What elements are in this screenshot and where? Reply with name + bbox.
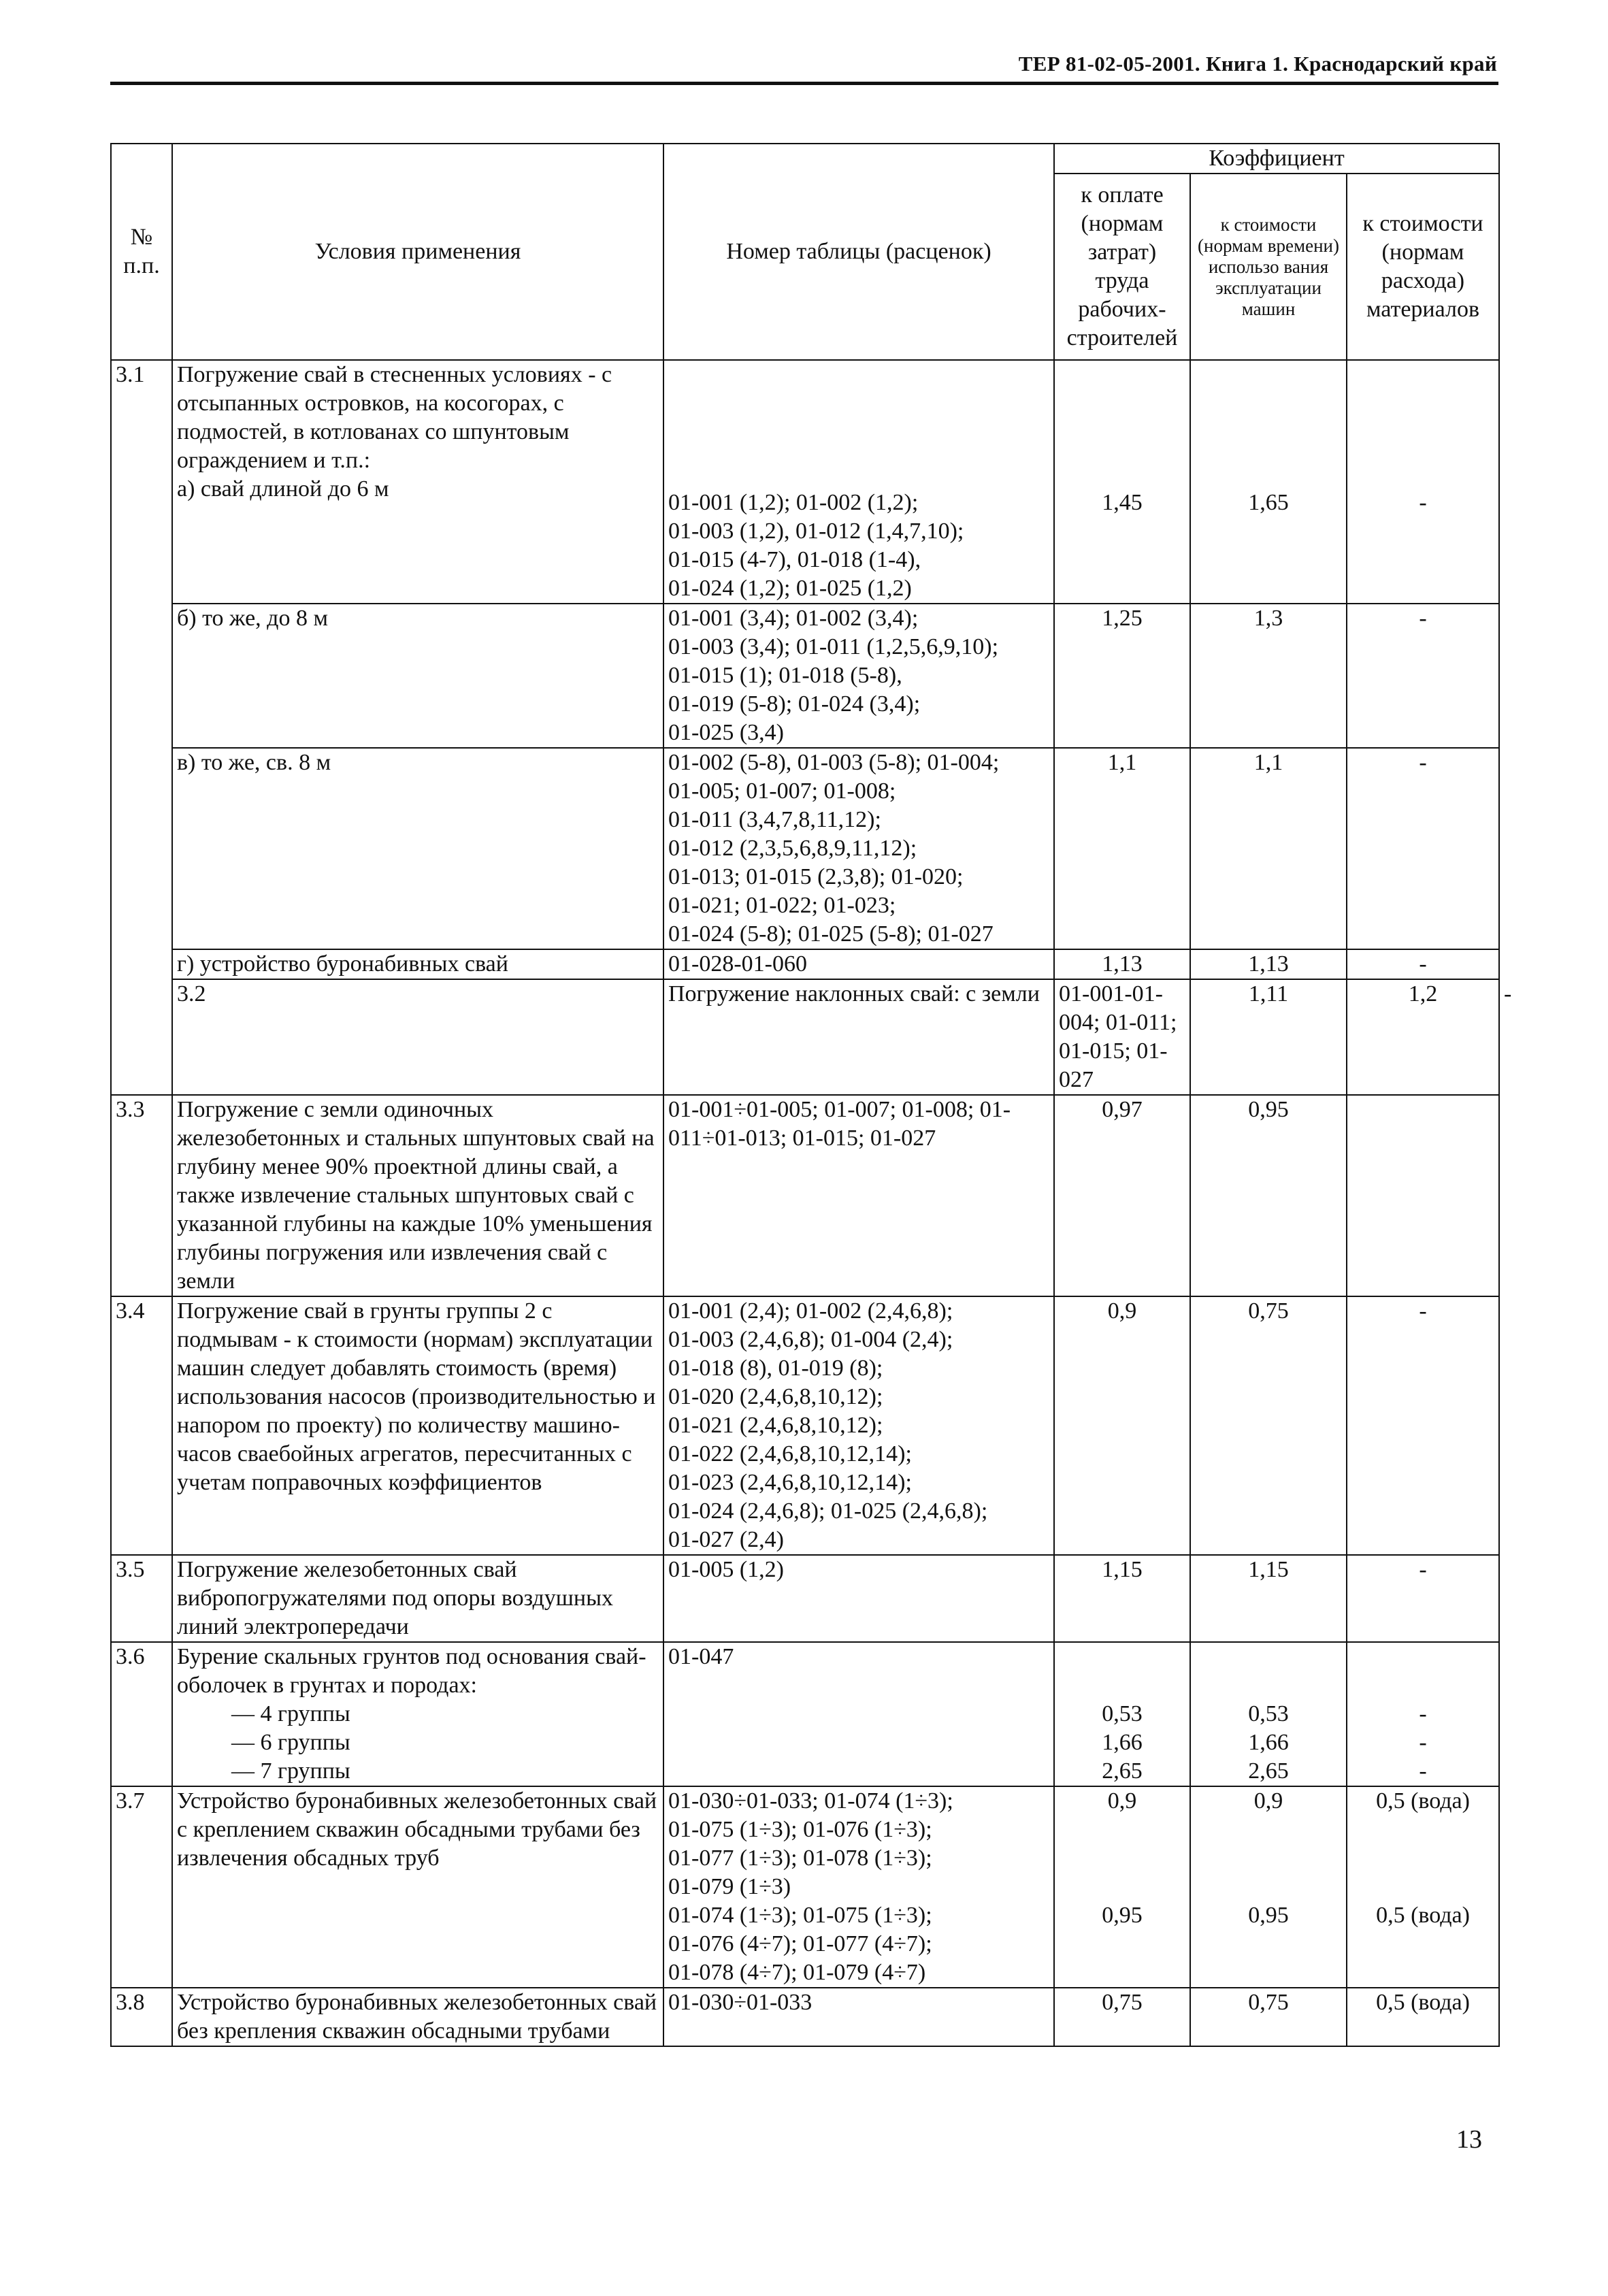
table-ref: 01-030÷01-033 <box>663 1988 1054 2046</box>
machines-value: 1,15 <box>1190 1555 1347 1642</box>
row-condition: Погружение свай в грунты группы 2 с подмывам - к стоимости (нормам) эксплуатации машин следует добавлять стоимость (время) использования насосов (производительностью и напором по проекту) по количеству машино-часов сваебойных агрегатов, пересчитанных с учетам поправочных коэффициентов <box>172 1296 663 1555</box>
table-ref: 01-024 (2,4,6,8); 01-025 (2,4,6,8); <box>668 1498 988 1524</box>
header-conditions: Условия применения <box>172 144 663 360</box>
table-ref: 01-003 (2,4,6,8); 01-004 (2,4); <box>668 1327 953 1352</box>
sub-condition: б) то же, до 8 м <box>172 604 663 748</box>
table-ref: 01-025 (3,4) <box>668 720 784 745</box>
table-ref: 01-001÷01-005; 01-007; 01-008; 01- <box>668 1097 1011 1122</box>
header-num: № п.п. <box>111 144 172 360</box>
header-coefficient: Коэффициент <box>1054 144 1499 174</box>
machines-cell <box>1190 1642 1347 1786</box>
machines-cell <box>1190 1786 1347 1988</box>
table-ref: 01-001 (3,4); 01-002 (3,4); <box>668 606 919 631</box>
group-item: — 4 группы <box>231 1701 350 1726</box>
table-ref: 01-079 (1÷3) <box>668 1874 791 1899</box>
materials-value: - <box>1419 1730 1427 1755</box>
group-item: — 7 группы <box>231 1758 350 1784</box>
table-ref: 01-074 (1÷3); 01-075 (1÷3); <box>668 1903 932 1928</box>
table-ref: 01-024 (5-8); 01-025 (5-8); 01-027 <box>668 921 994 947</box>
table-ref: 01-018 (8), 01-019 (8); <box>668 1356 883 1381</box>
labor-value: 0,75 <box>1054 1988 1190 2046</box>
row-num: 3.8 <box>111 1988 172 2046</box>
materials-value: - <box>1347 748 1499 949</box>
header-table-number: Номер таблицы (расценок) <box>663 144 1054 360</box>
table-ref: 01-024 (1,2); 01-025 (1,2) <box>668 576 912 601</box>
table-ref: 01-021 (2,4,6,8,10,12); <box>668 1413 883 1438</box>
table-ref: 01-028-01-060 <box>663 949 1054 979</box>
header-labor: к оплате (нормам затрат) труда рабочих-строителей <box>1054 174 1190 360</box>
table-ref: 01-002 (5-8), 01-003 (5-8); 01-004; <box>668 750 1000 775</box>
table-ref: 01-011 (3,4,7,8,11,12); <box>668 807 881 832</box>
labor-value: 1,11 <box>1190 979 1347 1095</box>
spacer <box>668 361 1049 489</box>
materials-value: 0,5 (вода) <box>1376 1903 1470 1928</box>
row-condition <box>172 1642 663 1786</box>
table-numbers <box>663 1095 1054 1296</box>
page-number: 13 <box>1456 2125 1482 2154</box>
materials-cell <box>1347 360 1499 604</box>
row-num: 3.2 <box>172 979 663 1095</box>
table-ref: 01-030÷01-033; 01-074 (1÷3); <box>668 1788 953 1814</box>
table-numbers <box>663 1786 1054 1988</box>
row-num: 3.4 <box>111 1296 172 1555</box>
materials-value <box>1347 1095 1499 1296</box>
table-ref: 01-012 (2,3,5,6,8,9,11,12); <box>668 836 917 861</box>
row-num: 3.7 <box>111 1786 172 1988</box>
materials-value: - <box>1347 949 1499 979</box>
table-ref: 01-075 (1÷3); 01-076 (1÷3); <box>668 1817 932 1842</box>
table-ref: 01-001 (2,4); 01-002 (2,4,6,8); <box>668 1298 953 1324</box>
table-ref: 01-003 (1,2), 01-012 (1,4,7,10); <box>668 519 964 544</box>
labor-value: 1,25 <box>1054 604 1190 748</box>
materials-value: - <box>1347 1555 1499 1642</box>
materials-value: 0,5 (вода) <box>1376 1788 1470 1814</box>
labor-cell <box>1054 1642 1190 1786</box>
sub-condition: г) устройство буронабивных свай <box>172 949 663 979</box>
table-numbers <box>663 748 1054 949</box>
labor-value: 1,66 <box>1102 1730 1143 1755</box>
table-ref: 01-003 (3,4); 01-011 (1,2,5,6,9,10); <box>668 634 999 659</box>
sub-condition: а) свай длиной до 6 м <box>177 476 389 502</box>
table-numbers <box>1054 979 1190 1095</box>
materials-cell <box>1347 1642 1499 1786</box>
header-rule <box>110 82 1498 85</box>
machines-value: 0,53 <box>1248 1701 1289 1726</box>
row-condition: Погружение с земли одиночных железобетонных и стальных шпунтовых свай на глубину менее 90% проектной длины свай, а также извлечение стальных шпунтовых свай с указанной глубины на каждые 10% уменьшения глубины погружения или извлечения свай с земли <box>172 1095 663 1296</box>
table-ref: 01-027 (2,4) <box>668 1527 784 1552</box>
materials-value: - <box>1419 1758 1427 1784</box>
machines-value: 2,65 <box>1248 1758 1289 1784</box>
materials-value: - <box>1419 490 1427 515</box>
materials-value: - <box>1419 1701 1427 1726</box>
labor-value: 1,15 <box>1054 1555 1190 1642</box>
table-numbers <box>663 1296 1054 1555</box>
machines-value: 0,75 <box>1190 1988 1347 2046</box>
coefficients-table: № п.п. Условия применения Номер таблицы (расценок) Коэффициент к оплате (нормам затрат) труда рабочих-строителей к стоимости (нормам времени) использо вания эксплуатации машин к стоимости (нормам расхода) материалов 3.1 Погружение свай в стесненных условиях - с отсыпанных островков, на косогорах, с подмостей, в котлованах со шпунтовым ограждением и т.п.: а) свай длиной до 6 м 01-001 (1,2); 01-002 (1,2); 01-003 (1,2), 01-012 (1,4,7,10); 01-015 (4-7), 01-018 (1-4), 01-024 (1,2); 01-025 (1,2) 1,45 1,65 - б) то же, до 8 м 01-001 (3,4); 01-002 (3,4); 01-003 (3,4); 01-011 (1,2,5,6,9,10); 01-015 (1); 01-018 (5-8), 01-019 (5-8); 01-024 (3,4); 01-025 (3,4) 1,25 1,3 - в) то же, св. 8 м 01-002 (5-8), 01-003 (5-8); 01-004; 01-005; 01-007; 01-008; 01-011 (3,4,7,8,11,12); 01-012 (2,3,5,6,8,9,11,12); 01-013; 01-015 (2,3,8); 01-020; 01-021; 01-022; 01-023; 01-024 (5-8); 01-025 (5-8); 01-027 1,1 1,1 - г) устройство буронабивных свай 01-028-01-060 1,13 1,13 - 3.2 Погружение наклонных свай: с земли 01-001-01-004; 01-011; 01-015; 01- 027 1,11 1,2 - 3.3 Погружение с земли одиночных железобетонных и стальных шпунтовых свай на глубину менее 90% проектной длины свай, а также извлечение стальных шпунтовых свай с указанной глубины на каждые 10% уменьшения глубины погружения или извлечения свай с земли 01-001÷01-005; 01-007; 01-008; 01- 011÷01-013; 01-015; 01-027 0,97 0,95 3.4 Погружение свай в грунты группы 2 с подмывам - к стоимости (нормам) эксплуатации машин следует добавлять стоимость (время) использования насосов (производительностью и напором по проекту) по количеству машино-часов сваебойных агрегатов, пересчитанных с учетам поправочных коэффициентов 01-001 (2,4); 01-002 (2,4,6,8); 01-003 (2,4,6,8); 01-004 (2,4); 01-018 (8), 01-019 (8); 01-020 (2,4,6,8,10,12); 01-021 (2,4,6,8,10,12); 01-022 (2,4,6,8,10,12,14); 01-023 (2,4,6,8,10,12,14); 01-024 (2,4,6,8); 01-025 (2,4,6,8); 01-027 (2,4) 0,9 0,75 - 3.5 Погружение железобетонных свай вибропогружателями под опоры воздушных линий электропередачи 01-005 (1,2) 1,15 1,15 - 3.6 Бурение скальных грунтов под основания свай-оболочек в грунтах и породах: — 4 группы — 6 группы — 7 группы 01-047 0,53 1,66 2,65 0,53 1,66 2,65 - - - 3.7 Устройство буронабивных железобетонных свай с креплением скважин обсадными трубами без извлечения обсадных труб 01-030÷01-033; 01-074 (1÷3); 01-075 (1÷3); 01-076 (1÷3); 01-077 (1÷3); 01-078 (1÷3); 01-079 (1÷3) 01-074 (1÷3); 01-075 (1÷3); 01-076 (4÷7); 01-077 (4÷7); 01-078 (4÷7); 01-079 (4÷7) 0,9 0,95 0,9 0,95 0,5 (вода) 0,5 (вода) 3.8 Устройство буронабивных железобетонных свай без крепления скважин обсадными трубами 01-030÷01-033 0,75 0,75 0,5 (вода) <box>110 143 1500 2047</box>
table-ref: 01-015 (1); 01-018 (5-8), <box>668 663 902 688</box>
condition-text: Бурение скальных грунтов под основания свай-оболочек в грунтах и породах: <box>177 1644 646 1698</box>
group-item: — 6 группы <box>231 1730 350 1755</box>
machines-value: 0,9 <box>1253 1788 1283 1814</box>
table-ref: 01-005; 01-007; 01-008; <box>668 778 896 804</box>
row-intro: Погружение свай в стесненных условиях - с отсыпанных островков, на косогорах, с подмостей, в котлованах со шпунтовым ограждением и т.п.: <box>177 362 612 473</box>
machines-value: 1,65 <box>1248 490 1289 515</box>
table-ref: 01-077 (1÷3); 01-078 (1÷3); <box>668 1846 932 1871</box>
machines-value: 1,13 <box>1190 949 1347 979</box>
table-ref: 01-001-01-004; 01-011; 01-015; 01- <box>1059 981 1177 1064</box>
row-condition: Погружение наклонных свай: с земли <box>663 979 1054 1095</box>
machines-value: 1,1 <box>1190 748 1347 949</box>
row-num: 3.5 <box>111 1555 172 1642</box>
machines-value: 1,66 <box>1248 1730 1289 1755</box>
header-machines: к стоимости (нормам времени) использо вания эксплуатации машин <box>1190 174 1347 360</box>
materials-value: 0,5 (вода) <box>1347 1988 1499 2046</box>
document-header: ТЕР 81-02-05-2001. Книга 1. Краснодарский край <box>1018 52 1497 76</box>
table-ref: 01-015 (4-7), 01-018 (1-4), <box>668 547 921 572</box>
labor-value: 0,53 <box>1102 1701 1143 1726</box>
row-condition: Устройство буронабивных железобетонных свай без крепления скважин обсадными трубами <box>172 1988 663 2046</box>
materials-value: - <box>1347 1296 1499 1555</box>
table-ref: 01-047 <box>663 1642 1054 1786</box>
row-num: 3.6 <box>111 1642 172 1786</box>
table-ref: 01-078 (4÷7); 01-079 (4÷7) <box>668 1960 926 1985</box>
header-materials: к стоимости (нормам расхода) материалов <box>1347 174 1499 360</box>
labor-value: 1,45 <box>1102 490 1143 515</box>
machines-cell <box>1190 360 1347 604</box>
labor-value: 1,13 <box>1054 949 1190 979</box>
labor-cell <box>1054 1786 1190 1988</box>
table-ref: 011÷01-013; 01-015; 01-027 <box>668 1126 936 1151</box>
table-numbers <box>663 604 1054 748</box>
table-ref: 01-020 (2,4,6,8,10,12); <box>668 1384 883 1409</box>
labor-cell <box>1054 360 1190 604</box>
labor-value: 0,9 <box>1054 1296 1190 1555</box>
table-ref: 027 <box>1059 1067 1094 1092</box>
row-condition: Устройство буронабивных железобетонных свай с креплением скважин обсадными трубами без извлечения обсадных труб <box>172 1786 663 1988</box>
row-condition <box>172 360 663 604</box>
labor-value: 1,1 <box>1054 748 1190 949</box>
labor-value: 0,9 <box>1107 1788 1137 1814</box>
labor-value: 2,65 <box>1102 1758 1143 1784</box>
materials-value: - <box>1347 604 1499 748</box>
table-ref: 01-076 (4÷7); 01-077 (4÷7); <box>668 1931 932 1956</box>
row-condition: Погружение железобетонных свай вибропогружателями под опоры воздушных линий электропередачи <box>172 1555 663 1642</box>
table-ref: 01-023 (2,4,6,8,10,12,14); <box>668 1470 912 1495</box>
table-numbers <box>663 360 1054 604</box>
machines-value: 1,3 <box>1190 604 1347 748</box>
machines-value: 0,75 <box>1190 1296 1347 1555</box>
table-ref: 01-021; 01-022; 01-023; <box>668 893 896 918</box>
sub-condition: в) то же, св. 8 м <box>172 748 663 949</box>
labor-value: 0,95 <box>1102 1903 1143 1928</box>
machines-value: 0,95 <box>1190 1095 1347 1296</box>
row-num: 3.1 <box>111 360 172 1095</box>
materials-cell <box>1347 1786 1499 1988</box>
machines-value: 0,95 <box>1248 1903 1289 1928</box>
labor-value: 0,97 <box>1054 1095 1190 1296</box>
row-num: 3.3 <box>111 1095 172 1296</box>
table-ref: 01-019 (5-8); 01-024 (3,4); <box>668 691 921 717</box>
table-ref: 01-022 (2,4,6,8,10,12,14); <box>668 1441 912 1466</box>
table-ref: 01-001 (1,2); 01-002 (1,2); <box>668 490 919 515</box>
machines-value: 1,2 <box>1347 979 1499 1095</box>
table-ref: 01-013; 01-015 (2,3,8); 01-020; <box>668 864 964 889</box>
table-ref: 01-005 (1,2) <box>663 1555 1054 1642</box>
